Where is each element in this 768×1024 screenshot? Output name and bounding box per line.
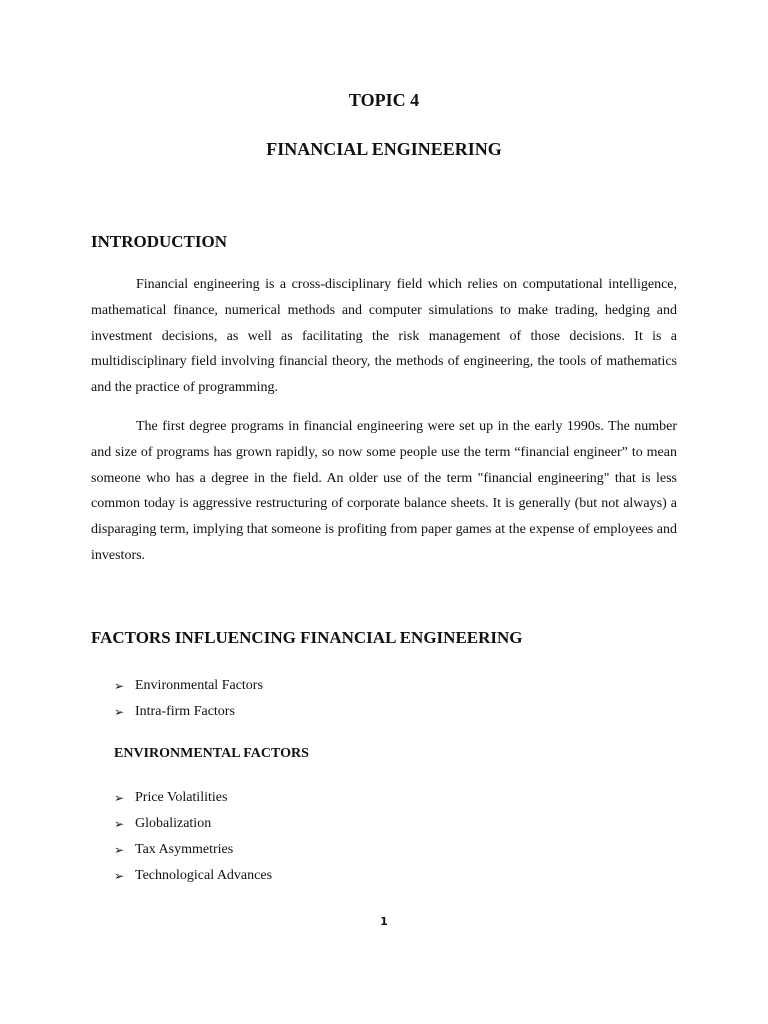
environmental-factors-heading: ENVIRONMENTAL FACTORS xyxy=(114,746,309,761)
list-item xyxy=(114,811,272,837)
topic-label: TOPIC 4 xyxy=(348,90,420,110)
factors-heading: FACTORS INFLUENCING FINANCIAL ENGINEERING xyxy=(91,628,523,647)
page-number: 1 xyxy=(380,915,388,928)
intro-paragraph-1: Financial engineering is a cross-disciplinary field which relies on computational intelligence, mathematical finance, numerical methods and computer simulations to make trading, hedging and investment decisions, as well as facilitating the risk management of those decisions. It is a multidisciplinary field involving financial theory, the methods of engineering, the tools of mathematics and the practice of programming. xyxy=(91,277,677,396)
list-item xyxy=(114,863,272,889)
arrowhead-bullet-icon: ➢ xyxy=(114,869,125,883)
factors-list xyxy=(114,673,263,725)
list-item-label: Technological Advances xyxy=(135,868,273,883)
list-item-label: Intra-firm Factors xyxy=(135,704,235,719)
environmental-factors-list xyxy=(114,785,272,889)
list-item xyxy=(114,673,263,699)
intro-paragraph-2: The first degree programs in financial engineering were set up in the early 1990s. The number and size of programs has grown rapidly, so now some people use the term “financial engineer” to mean someone who has a degree in the field. An older use of the term "financial engineering" that is less common today is aggressive restructuring of corporate balance sheets. It is generally (but not always) a disparaging term, implying that someone is profiting from paper games at the expense of employees and investors. xyxy=(91,419,677,563)
list-item-label: Globalization xyxy=(135,816,212,831)
list-item xyxy=(114,699,263,725)
arrowhead-bullet-icon: ➢ xyxy=(114,817,125,831)
list-item-label: Tax Asymmetries xyxy=(135,842,234,857)
introduction-heading: INTRODUCTION xyxy=(91,232,228,251)
list-item-label: Price Volatilities xyxy=(135,790,228,805)
list-item-label: Environmental Factors xyxy=(135,678,263,693)
list-item xyxy=(114,785,272,811)
arrowhead-bullet-icon: ➢ xyxy=(114,705,125,719)
list-item xyxy=(114,837,272,863)
page-title: FINANCIAL ENGINEERING xyxy=(266,139,502,159)
arrowhead-bullet-icon: ➢ xyxy=(114,843,125,857)
arrowhead-bullet-icon: ➢ xyxy=(114,679,125,693)
arrowhead-bullet-icon: ➢ xyxy=(114,791,125,805)
